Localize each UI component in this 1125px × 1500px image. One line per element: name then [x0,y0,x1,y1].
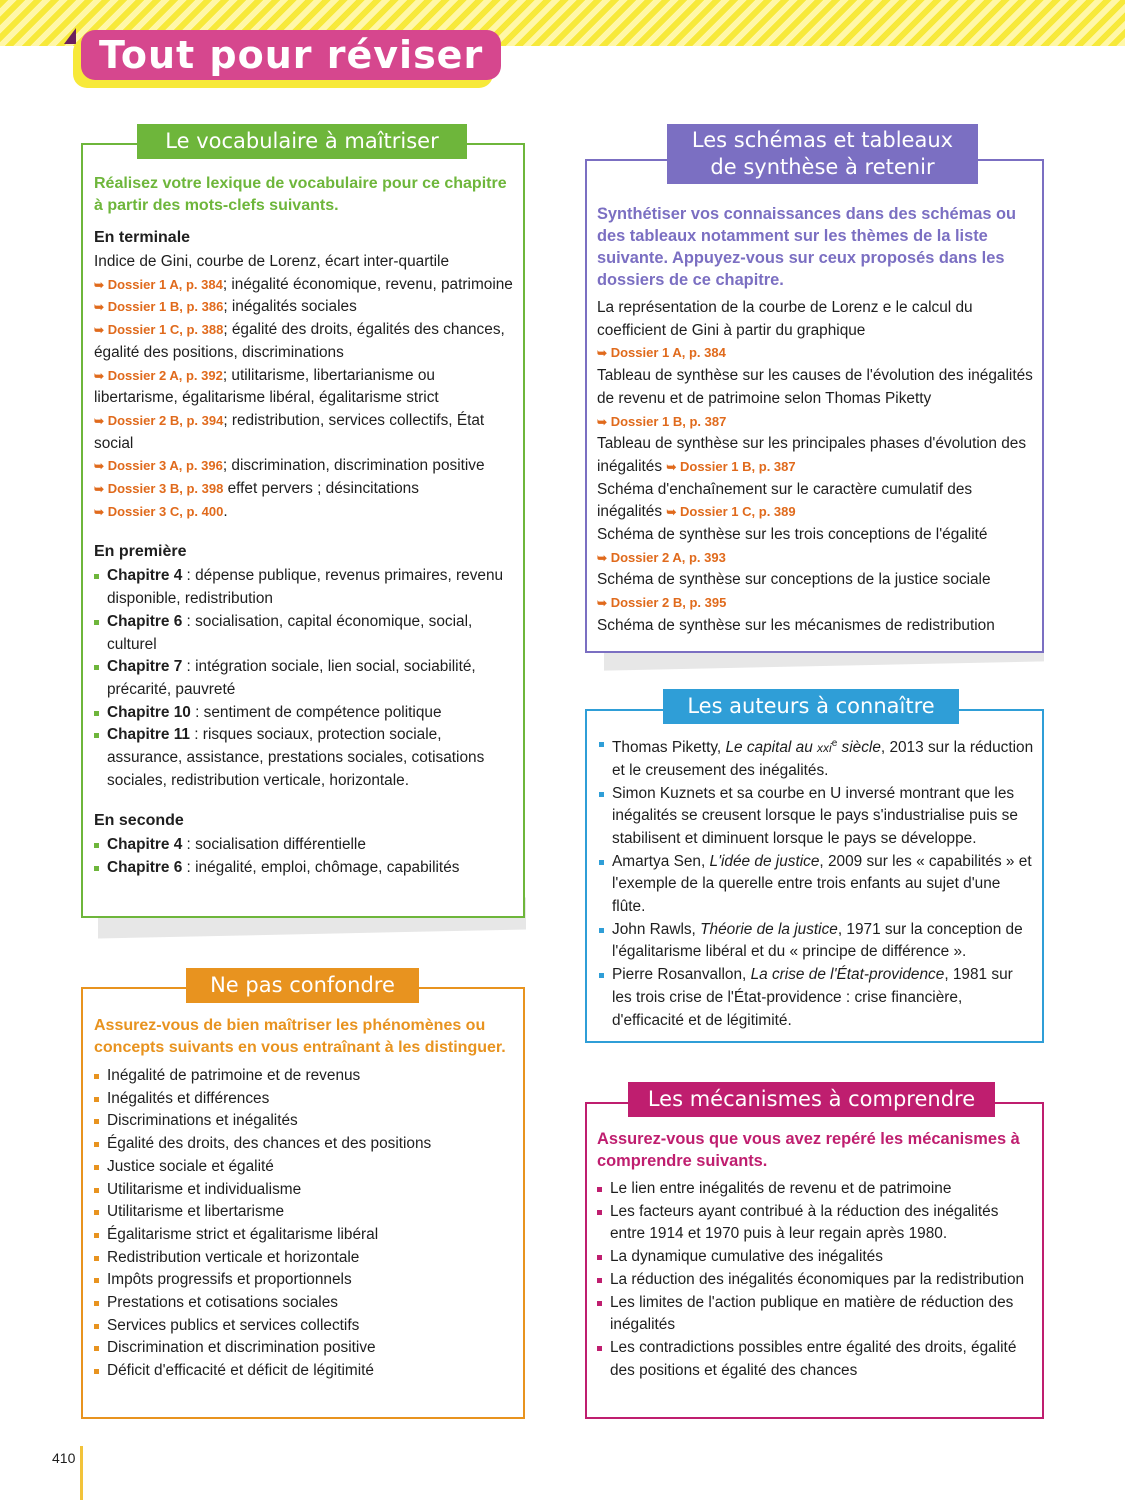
list-item: Discriminations et inégalités [94,1110,513,1133]
list-item: John Rawls, Théorie de la justice, 1971 sur la conception de l'égalitarisme libéral et du « principe de différence ». [599,919,1034,964]
mecanismes-intro: Assurez-vous que vous avez repéré les mécanismes à comprendre suivants. [597,1130,1020,1170]
auteurs-box [585,709,1044,1043]
page-bar [80,1446,83,1500]
schemas-header-line2: de synthèse à retenir [710,155,935,179]
ref-link[interactable]: ➥ Dossier 1 A, p. 384 [597,345,726,361]
terminale-t5: ; utilitarisme, libertarianisme ou libertarisme, égalitarisme libéral, égalitarisme strict [94,366,439,407]
list-item: Les contradictions possibles entre égalité des droits, égalité des positions et égalité des chances [597,1337,1034,1382]
list-item: Discrimination et discrimination positive [94,1337,513,1360]
list-item: Égalité des droits, des chances et des positions [94,1133,513,1156]
list-item: Chapitre 7 : intégration sociale, lien social, sociabilité, précarité, pauvreté [94,656,513,701]
ref-link[interactable]: ➥ Dossier 2 A, p. 393 [597,549,726,565]
seconde-heading: En seconde [94,812,184,830]
terminale-t9: . [223,502,228,520]
page-number: 410 [52,1450,76,1466]
list-item: Justice sociale et égalité [94,1156,513,1179]
ref-link[interactable]: ➥ Dossier 1 C, p. 389 [666,504,796,520]
premiere-list [94,565,513,792]
ref-link[interactable]: ➥ Dossier 1 B, p. 386 [94,299,224,315]
list-item: Chapitre 4 : socialisation différentielle [94,834,513,857]
seconde-list [94,834,513,879]
ref-link[interactable]: ➥ Dossier 1 B, p. 387 [597,413,727,429]
list-item: Impôts progressifs et proportionnels [94,1269,513,1292]
ref-link[interactable]: ➥ Dossier 3 C, p. 400 [94,503,224,519]
ref-link[interactable]: ➥ Dossier 3 A, p. 396 [94,458,223,474]
list-item: Chapitre 4 : dépense publique, revenus primaires, revenu disponible, redistribution [94,565,513,610]
list-item: Les limites de l'action publique en matière de réduction des inégalités [597,1292,1034,1337]
mecanismes-box [585,1102,1044,1419]
list-item: Chapitre 6 : socialisation, capital économique, social, culturel [94,611,513,656]
terminale-text [94,251,513,523]
mecanismes-list [597,1178,1034,1382]
schemas-box [585,159,1044,653]
list-item: Amartya Sen, L'idée de justice, 2009 sur les « capabilités » et l'exemple de la querelle entre trois enfants au sujet d'une flûte. [599,851,1034,919]
title-corner [64,28,76,44]
schemas-intro: Synthétiser vos connaissances dans des schémas ou des tableaux notamment sur les thèmes de la liste suivante. Appuyez-vous sur ceux proposés dans les dossiers de ce chapitre. [597,205,1017,289]
list-item: La dynamique cumulative des inégalités [597,1246,1034,1269]
list-item: Les facteurs ayant contribué à la réduction des inégalités entre 1914 et 1970 puis à leur regain après 1980. [597,1201,1034,1246]
terminale-t4: ; égalité des droits, égalités des chances, égalité des positions, discriminations [94,321,505,361]
list-item: Inégalité de patrimoine et de revenus [94,1065,513,1088]
terminale-t8: effet pervers ; désincitations [223,480,419,498]
list-item: La réduction des inégalités économiques par la redistribution [597,1269,1034,1292]
vocab-intro: Réalisez votre lexique de vocabulaire pour ce chapitre à partir des mots-clefs suivants. [94,175,507,214]
auteurs-list [599,733,1034,1032]
list-item: Égalitarisme strict et égalitarisme libéral [94,1224,513,1247]
list-item: Pierre Rosanvallon, La crise de l'État-providence, 1981 sur les trois crise de l'État-providence : crise financière, d'efficacité et de légitimité. [599,964,1034,1032]
list-item: Services publics et services collectifs [94,1315,513,1338]
ref-link[interactable]: ➥ Dossier 2 B, p. 394 [94,412,224,428]
list-item: Simon Kuznets et sa courbe en U inversé montrant que les inégalités se creusent lorsque le pays s'industrialise puis se stabilisent et diminuent lorsque le pays se développe. [599,783,1034,851]
list-item: Thomas Piketty, Le capital au xxi$^e$ siècle, 2013 sur la réduction et le creusement des inégalités. [599,733,1034,783]
list-item: Utilitarisme et libertarisme [94,1201,513,1224]
terminale-t2: ; inégalité économique, revenu, patrimoine [222,275,513,293]
ref-link[interactable]: ➥ Dossier 2 A, p. 392 [94,367,223,383]
ref-link[interactable]: ➥ Dossier 2 B, p. 395 [597,595,727,611]
vocab-box [81,143,525,918]
list-item: Prestations et cotisations sociales [94,1292,513,1315]
schemas-header-line1: Les schémas et tableaux [691,128,954,152]
mecanismes-header: Les mécanismes à comprendre [628,1082,995,1117]
terminale-t6: ; redistribution, services collectifs, État social [94,411,485,452]
list-item: Inégalités et différences [94,1088,513,1111]
ref-link[interactable]: ➥ Dossier 1 A, p. 384 [94,276,223,292]
ref-link[interactable]: ➥ Dossier 1 C, p. 388 [94,322,224,338]
premiere-heading: En première [94,543,187,561]
schemas-text: La représentation de la courbe de Lorenz e le calcul du coefficient de Gini à partir du graphique ➥ Dossier 1 A, p. 384 Tableau de synthèse sur les causes de l'évolution des inégalités de revenu et de patrimoine selon Thomas Piketty ➥ Dossier 1 B, p. 387 Tableau de synthèse sur les principales phases d'évolution des inégalités ➥ Dossier 1 B, p. 387 Schéma d'enchaînement sur le caractère cumulatif des inégalités ➥ Dossier 1 C, p. 389 Schéma de synthèse sur les trois conceptions de l'égalité ➥ Dossier 2 A, p. 393 Schéma de synthèse sur conceptions de la justice sociale ➥ Dossier 2 B, p. 395 Schéma de synthèse sur les mécanismes de redistribution [597,299,1033,634]
terminale-t7: ; discrimination, discrimination positive [222,457,485,475]
terminale-heading: En terminale [94,229,191,246]
confondre-intro: Assurez-vous de bien maîtriser les phénomènes ou concepts suivants en vous entraînant à les distinguer. [94,1017,506,1056]
list-item: Chapitre 6 : inégalité, emploi, chômage, capabilités [94,857,513,880]
list-item: Déficit d'efficacité et déficit de légitimité [94,1360,513,1383]
vocab-header: Le vocabulaire à maîtriser [137,124,467,159]
terminale-t1: Indice de Gini, courbe de Lorenz, écart inter-quartile [94,253,450,270]
confondre-box [81,987,525,1419]
page-title: Tout pour réviser [81,30,501,80]
list-item: Le lien entre inégalités de revenu et de patrimoine [597,1178,1034,1201]
ref-link[interactable]: ➥ Dossier 3 B, p. 398 [94,481,224,497]
list-item: Chapitre 11 : risques sociaux, protection sociale, assurance, assistance, prestations sociales, cotisations sociales, redistribution verticale, horizontale. [94,724,513,792]
list-item: Chapitre 10 : sentiment de compétence politique [94,702,513,725]
confondre-header: Ne pas confondre [186,968,419,1003]
list-item: Redistribution verticale et horizontale [94,1247,513,1270]
terminale-t3: ; inégalités sociales [223,298,357,316]
ref-link[interactable]: ➥ Dossier 1 B, p. 387 [666,458,796,474]
confondre-list [94,1065,513,1383]
list-item: Utilitarisme et individualisme [94,1179,513,1202]
auteurs-header: Les auteurs à connaître [663,689,959,724]
schemas-header [667,124,978,184]
